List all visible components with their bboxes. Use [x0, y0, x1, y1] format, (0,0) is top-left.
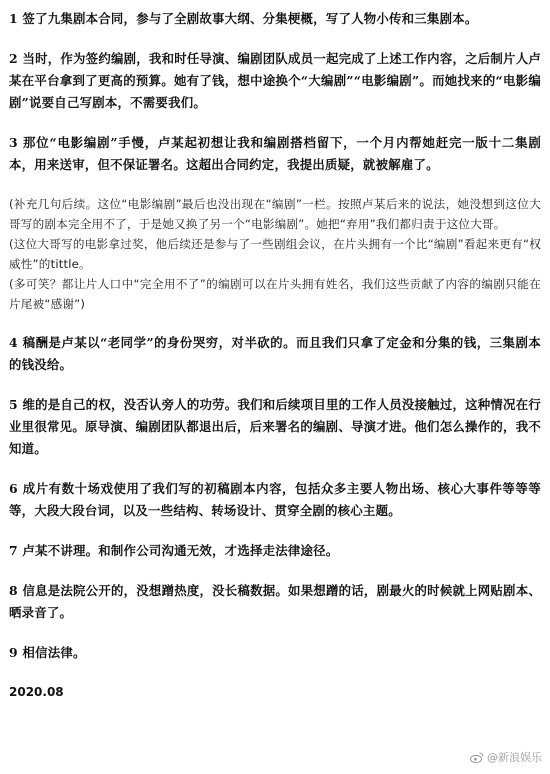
paragraph-4: 4 稿酬是卢某以“老同学”的身份哭穷，对半砍的。而且我们只拿了定金和分集的钱，三集剧本的钱没给。 [9, 335, 541, 372]
note-1: (补充几句后续。这位“电影编剧”最后也没出现在“编剧”一栏。按照卢某后来的说法，她没想到这位大哥写的剧本完全用不了，于是她又换了另一个“电影编剧”。她把“弃用”我们都归责于这位大哥。 [9, 197, 541, 231]
paragraph-3: 3 那位“电影编剧”手慢，卢某起初想让我和编剧搭档留下，一个月内帮她赶完一版十二集剧本，用来送审，但不保证署名。这超出合同约定，我提出质疑，就被解雇了。 [9, 135, 541, 172]
paragraph-9: 9 相信法律。 [9, 645, 86, 660]
paragraph-2: 2 当时，作为签约编剧，我和时任导演、编剧团队成员一起完成了上述工作内容，之后制片人卢某在平台拿到了更高的预算。她有了钱，想中途换个“大编剧”“电影编剧”。而她找来的“电影编剧”说要自己写剧本，不需要我们。 [9, 51, 541, 110]
paragraph-5: 5 维的是自己的权，没否认旁人的功劳。我们和后续项目里的工作人员没接触过，这种情况在行业里很常见。原导演、编剧团队都退出后，后来署名的编剧、导演才进。他们怎么操作的，我不知道。 [9, 397, 541, 456]
note-2: (这位大哥写的电影拿过奖，他后续还是参与了一些剧组会议，在片头拥有一个比“编剧”看起来更有“权威性”的tittle。 [9, 237, 541, 271]
watermark [470, 749, 542, 765]
paragraph-7: 7 卢某不讲理。和制作公司沟通无效，才选择走法律途径。 [9, 543, 339, 558]
paragraph-1: 1 签了九集剧本合同，参与了全剧故事大纲、分集梗概，写了人物小传和三集剧本。 [9, 11, 478, 26]
document-date: 2020.08 [9, 685, 64, 699]
paragraph-6: 6 成片有数十场戏使用了我们写的初稿剧本内容，包括众多主要人物出场、核心大事件等等等等，大段大段台词，以及一些结构、转场设计、贯穿全剧的核心主题。 [9, 481, 541, 518]
paragraph-8: 8 信息是法院公开的，没想蹭热度，没长稿数据。如果想蹭的话，剧最火的时候就上网贴剧本、晒录音了。 [9, 583, 541, 620]
weibo-logo-icon [470, 752, 484, 763]
watermark-text: @新浪娱乐 [487, 751, 542, 764]
note-3: (多可笑？都让片人口中“完全用不了”的编剧可以在片头拥有姓名，我们这些贡献了内容的编剧只能在片尾被“感谢”) [9, 277, 541, 311]
supplement-notes [9, 194, 541, 314]
